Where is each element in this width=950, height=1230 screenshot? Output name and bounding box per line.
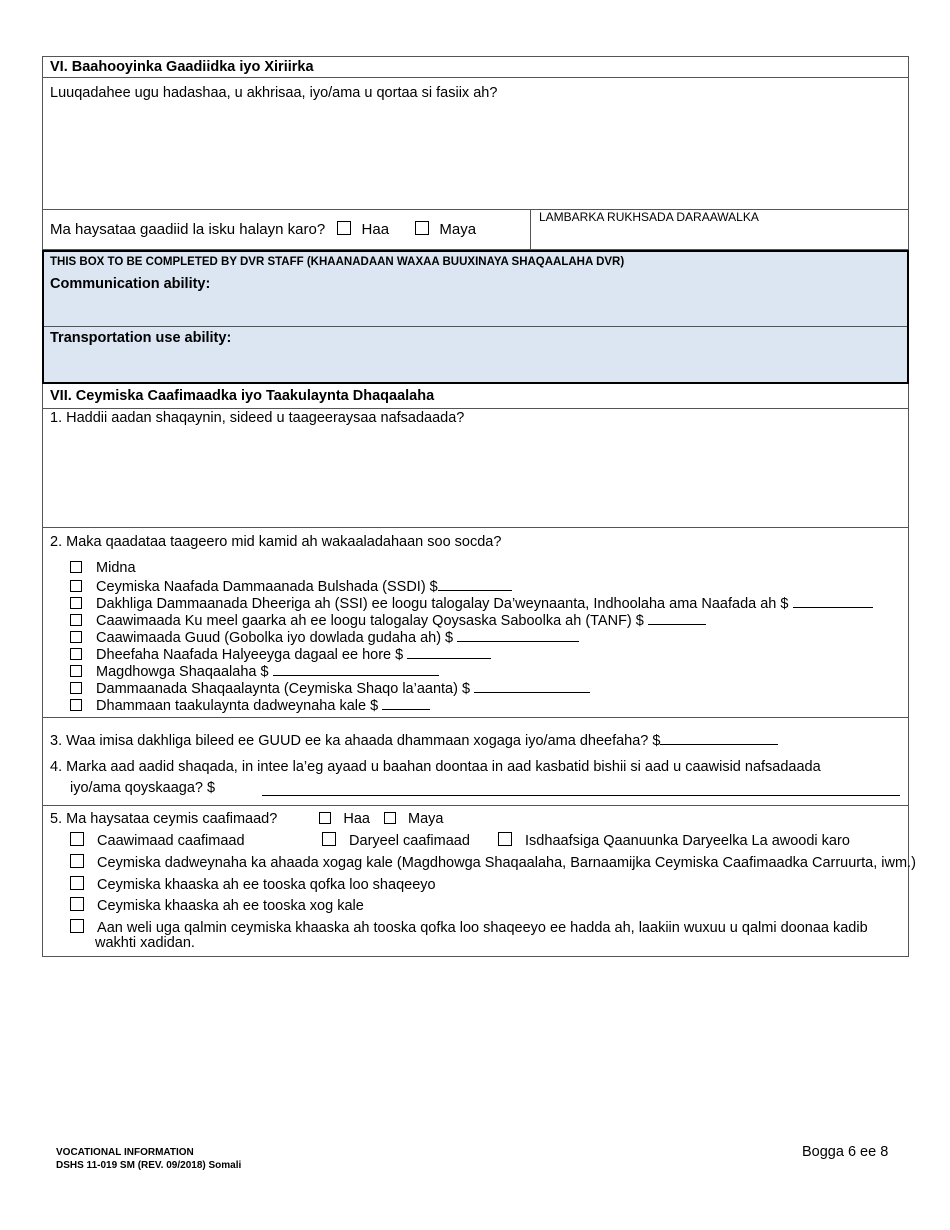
public-insurance-label: Ceymiska dadweynaha ka ahaada xogag kale (Magdhowga Shaqaalaha, Barnaamijka Ceymiska Caafimaadka Carruurta, iwm.) — [97, 855, 916, 871]
option-workers-comp — [70, 662, 439, 680]
section-6-title: VI. Baahooyinka Gaadiidka iyo Xiriirka — [50, 59, 314, 75]
tanf-amount-field[interactable] — [648, 611, 706, 625]
general-assistance-amount-field[interactable] — [457, 628, 579, 642]
employer-insurance-label: Ceymiska khaaska ah ee tooska qofka loo shaqeeyo — [97, 877, 436, 893]
option-ssi-checkbox[interactable] — [70, 597, 82, 609]
option-ssi-label: Dakhliga Dammaanada Dheeriga ah (SSI) ee loogu talogalay Da’weynaanta, Indhoolaha ama Naafada ah $ — [96, 596, 789, 612]
transportation-ability-label: Transportation use ability: — [50, 330, 232, 346]
needed-earnings-field[interactable] — [262, 794, 900, 796]
not-yet-eligible-checkbox[interactable] — [70, 919, 84, 933]
question-1-answer-area[interactable] — [44, 430, 907, 525]
transport-question — [50, 221, 476, 238]
employer-insurance-checkbox[interactable] — [70, 876, 84, 890]
option-tanf-checkbox[interactable] — [70, 614, 82, 626]
employer-insurance-option — [70, 876, 436, 893]
communication-ability-label: Communication ability: — [50, 276, 211, 292]
not-yet-eligible-option — [70, 919, 868, 936]
medicare-label: Daryeel caafimaad — [349, 833, 470, 849]
option-general-assistance — [70, 628, 579, 646]
option-midna-checkbox[interactable] — [70, 561, 82, 573]
option-general-assistance-label: Caawimaada Guud (Gobolka iyo dowlada gudaha ah) $ — [96, 630, 454, 646]
language-question: Luuqadahee ugu hadashaa, u akhrisaa, iyo/ama u qortaa si fasiix ah? — [50, 85, 498, 101]
option-other-public — [70, 696, 430, 714]
other-private-insurance-option — [70, 897, 364, 914]
option-veterans — [70, 645, 491, 663]
option-workers-comp-label: Magdhowga Shaqaalaha $ — [96, 664, 269, 680]
not-yet-eligible-label: Aan weli uga qalmin ceymiska khaaska ah tooska qofka loo shaqeeyo ee hadda ah, laakiin wuxuu u qalmi doonaa kadib — [97, 920, 868, 936]
aca-exchange-label: Isdhaafsiga Qaanuunka Daryeelka La awoodi karo — [525, 833, 850, 849]
not-yet-eligible-label-line-2: wakhti xadidan. — [95, 935, 195, 951]
option-veterans-checkbox[interactable] — [70, 648, 82, 660]
transport-question-label: Ma haysataa gaadiid la isku halayn karo? — [50, 221, 326, 238]
insurance-yes-checkbox[interactable] — [319, 812, 331, 824]
license-number-field[interactable] — [531, 226, 907, 248]
option-veterans-label: Dheefaha Naafada Halyeeyga dagaal ee hore $ — [96, 647, 404, 663]
public-insurance-checkbox[interactable] — [70, 854, 84, 868]
medical-assistance-label: Caawimaad caafimaad — [97, 833, 245, 849]
question-1: 1. Haddii aadan shaqaynin, sideed u taageeraysaa nafsadaada? — [50, 410, 465, 426]
option-unemployment-checkbox[interactable] — [70, 682, 82, 694]
option-ssdi-checkbox[interactable] — [70, 580, 82, 592]
option-ssi — [70, 594, 873, 612]
option-ssdi-label: Ceymiska Naafada Dammaanada Bulshada (SSDI) $ — [96, 579, 438, 595]
aca-exchange-checkbox[interactable] — [498, 832, 512, 846]
medical-assistance-option — [70, 832, 245, 849]
option-workers-comp-checkbox[interactable] — [70, 665, 82, 677]
other-private-insurance-label: Ceymiska khaaska ah ee tooska xog kale — [97, 898, 364, 914]
footer-form-title: VOCATIONAL INFORMATION — [56, 1147, 194, 1158]
medical-assistance-checkbox[interactable] — [70, 832, 84, 846]
monthly-income-field[interactable] — [660, 731, 778, 745]
transportation-ability-field[interactable] — [280, 330, 900, 378]
other-private-insurance-checkbox[interactable] — [70, 897, 84, 911]
transport-no-label: Maya — [439, 221, 477, 238]
question-4-line-1: 4. Marka aad aadid shaqada, in intee la’eg ayaad u baahan doontaa in aad kasbatid bishii si aad u caawisid nafsadaada — [50, 759, 821, 775]
option-midna — [70, 560, 136, 576]
public-insurance-option — [70, 854, 916, 871]
option-unemployment-label: Dammaanada Shaqaalaynta (Ceymiska Shaqo la’aanta) $ — [96, 681, 471, 697]
question-5 — [50, 811, 443, 827]
footer-form-number: DSHS 11-019 SM (REV. 09/2018) Somali — [56, 1160, 242, 1171]
option-general-assistance-checkbox[interactable] — [70, 631, 82, 643]
option-other-public-checkbox[interactable] — [70, 699, 82, 711]
section-7-title: VII. Ceymiska Caafimaadka iyo Taakulaynta Dhaqaalaha — [50, 388, 435, 404]
aca-exchange-option — [498, 832, 850, 849]
question-2: 2. Maka qaadataa taageero mid kamid ah wakaaladahaan soo socda? — [50, 534, 502, 550]
workers-comp-amount-field[interactable] — [273, 662, 439, 676]
dvr-box-heading: THIS BOX TO BE COMPLETED BY DVR STAFF (KHAANADAAN WAXAA BUUXINAYA SHAQAALAHA DVR) — [50, 256, 625, 268]
other-public-amount-field[interactable] — [382, 696, 430, 710]
transport-yes-label: Haa — [361, 221, 390, 238]
option-ssdi — [70, 577, 512, 595]
question-5-label: 5. Ma haysataa ceymis caafimaad? — [50, 811, 278, 827]
unemployment-amount-field[interactable] — [474, 679, 590, 693]
medicare-checkbox[interactable] — [322, 832, 336, 846]
communication-ability-field[interactable] — [280, 276, 900, 322]
page-number: Bogga 6 ee 8 — [802, 1144, 889, 1160]
veterans-amount-field[interactable] — [407, 645, 491, 659]
ssi-amount-field[interactable] — [793, 594, 873, 608]
option-other-public-label: Dhammaan taakulaynta dadweynaha kale $ — [96, 698, 379, 714]
option-tanf — [70, 611, 706, 629]
option-unemployment — [70, 679, 590, 697]
language-answer-area[interactable] — [44, 104, 907, 206]
option-midna-label: Midna — [96, 560, 136, 576]
question-4 — [70, 780, 215, 796]
option-tanf-label: Caawimaada Ku meel gaarka ah ee loogu talogalay Qoysaska Saboolka ah (TANF) $ — [96, 613, 644, 629]
question-3-label: 3. Waa imisa dakhliga bileed ee GUUD ee ka ahaada dhammaan xogaga iyo/ama dheefaha? $ — [50, 733, 661, 749]
insurance-no-label: Maya — [408, 811, 444, 827]
insurance-yes-label: Haa — [343, 811, 370, 827]
transport-yes-checkbox[interactable] — [337, 221, 351, 235]
ssdi-amount-field[interactable] — [438, 577, 512, 591]
license-number-label: LAMBARKA RUKHSADA DARAAWALKA — [539, 210, 759, 224]
insurance-no-checkbox[interactable] — [384, 812, 396, 824]
medicare-option — [322, 832, 470, 849]
transport-no-checkbox[interactable] — [415, 221, 429, 235]
question-4-label: iyo/ama qoyskaaga? $ — [70, 780, 216, 796]
question-3 — [50, 731, 778, 749]
